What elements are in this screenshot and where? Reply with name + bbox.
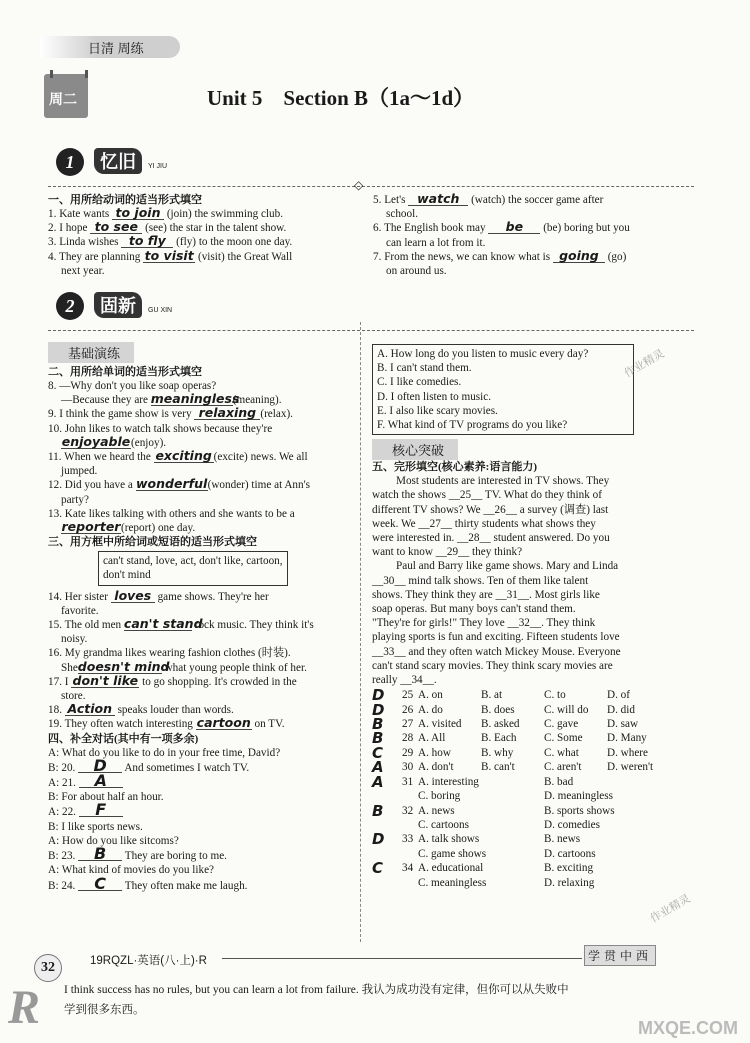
mc-number: 28 (402, 732, 414, 745)
mc-option: D. Many (607, 732, 647, 745)
answer: enjoyable (61, 433, 131, 449)
answer: to join (112, 207, 164, 220)
mc-option: C. to (544, 689, 566, 702)
section-pinyin: YI JIU (148, 163, 168, 170)
mc-row (372, 789, 670, 803)
mc-row (372, 775, 670, 789)
mc-option: C. boring (418, 790, 461, 803)
section-title: 忆旧 (94, 148, 142, 174)
mc-option: B. bad (544, 775, 574, 788)
mc-option: B. asked (481, 718, 520, 731)
mc-number: 26 (402, 703, 414, 716)
answer: loves (111, 590, 155, 603)
mc-number: 34 (402, 862, 414, 875)
mc-option: D. relaxing (544, 876, 595, 889)
answer: to see (90, 221, 142, 234)
part2-heading: 二、用所给单词的适当形式填空 (48, 366, 202, 378)
answer: A (79, 775, 123, 788)
answer: relaxing (194, 407, 260, 420)
mc-option: B. exciting (544, 862, 594, 875)
mc-option: A. visited (418, 718, 462, 731)
divider (48, 330, 694, 331)
mc-row (372, 847, 670, 861)
part1-right: 5. Let's watch (watch) the soccer game after school. 6. The English book may be (be) boring but you can learn a lot from it. 7. From the news, we can know what is going (go) on around us. (373, 191, 630, 278)
options-box (372, 344, 634, 435)
mc-row (372, 746, 670, 760)
mc-option: A. talk shows (418, 833, 480, 846)
site-watermark: MXQE.COM (638, 1018, 739, 1038)
answer: reporter (61, 519, 121, 535)
watermark: 作业精灵 (648, 892, 693, 926)
answer: to visit (144, 247, 194, 263)
passage: Most students are interested in TV shows. They watch the shows __25__ TV. What do they think of different TV shows? We __26__ a survey (调查) last week. We __27__ thirty students what shows they were interested in. __28__ student answered. Do you want to know __29__ they think? Paul and Barry like game shows. Mary and Linda __30__ mind talk shows. Ten of them like talent shows. They think they are __31__. Most girls like soap operas. But many boys can't stand them. "They're for girls!" They love __32__. They think playing sports is fun and exciting. Fifteen students love __33__ and they often watch Mickey Mouse. Everyone can't stand scary movies. They think scary movies are really __34__. (372, 475, 621, 687)
mc-number: 27 (402, 718, 414, 731)
mc-option: C. meaningless (418, 876, 487, 889)
calendar-icon (50, 70, 88, 78)
hexin-label: 核心突破 (372, 439, 458, 460)
mc-number: 31 (402, 775, 414, 788)
section-num: 2 (56, 292, 84, 320)
day-badge-label: 周二 (49, 93, 77, 108)
mc-row (372, 832, 670, 846)
mc-option: D. of (607, 689, 630, 702)
mc-row (372, 818, 670, 832)
answer: watch (408, 193, 468, 206)
answer: exciting (155, 448, 212, 464)
right-column (372, 344, 682, 890)
mc-option: D. saw (607, 718, 639, 731)
mc-option: A. on (418, 689, 443, 702)
part4-heading: 四、补全对话(其中有一项多余) (48, 732, 199, 745)
answer: cartoon (196, 715, 251, 731)
answer: Action (65, 703, 115, 716)
mc-option: A. interesting (418, 775, 479, 788)
answer: F (79, 804, 123, 817)
mc-answer: A (372, 758, 384, 777)
book-code: 19RQZL·英语(八·上)·R (90, 955, 207, 967)
mc-options (372, 688, 670, 890)
header-tab (40, 36, 180, 58)
mc-row (372, 760, 670, 774)
mc-option: D. comedies (544, 818, 600, 831)
left-column: 基础演练 二、用所给单词的适当形式填空 8. —Why don't you like soap operas? —Because they are meaningless(meaning). 9. I think the game show is very relaxing (relax). 10. John likes to watch talk shows because they're enjoyable(enjoy). 11. When we heard the exciting (excite) news. We all jumped. 12. Did you have a wonderful(wonder) time at Ann's party? 13. Kate likes talking with others and she wants to be a reporter(report) one day. 三、用方框中所给词或短语的适当形式填空 can't stand, love, act, don't like, cartoon, don't mind 14. Her sister loves game shows. They're her favorite. 15. The old men can't stand rock music. They think it's noisy. 16. My grandma likes wearing fashion clothes (时装). Shedoesn't mind what young people think of her. 17. I don't like to go shopping. It's crowded in the store. 18. Action speaks louder than words. 19. They often watch interesting cartoon on TV. 四、补全对话(其中有一项多余) A: What do you like to do in your free time, David? B: 20. D And sometimes I watch TV. A: 21. A B: For about half an hour. A: 22. F B: I like sports news. A: How do you like sitcoms? B: 23. B They are boring to me. A: What kind of movies do you like? B: 24. C They often make me laugh. (48, 342, 353, 893)
mc-number: 32 (402, 804, 414, 817)
mc-row (372, 717, 670, 731)
section-yijiu (56, 148, 167, 176)
mc-row (372, 804, 670, 818)
mc-option: B. can't (481, 761, 515, 774)
mc-option: C. gave (544, 718, 579, 731)
logo-r: R (8, 981, 41, 1034)
mc-option: A. educational (418, 862, 484, 875)
mc-row (372, 688, 670, 702)
mc-answer: D (372, 830, 385, 849)
mc-number: 25 (402, 689, 414, 702)
answer: meaningless (150, 391, 240, 407)
mc-option: D. weren't (607, 761, 654, 774)
option: D. I often listen to music. (377, 390, 492, 403)
answer: doesn't mind (77, 658, 170, 674)
answer: wonderful (136, 476, 208, 492)
section-title: 固新 (94, 292, 142, 318)
mc-row (372, 876, 670, 890)
mc-option: D. where (607, 746, 649, 759)
mc-number: 33 (402, 833, 414, 846)
mc-option: B. news (544, 833, 581, 846)
mc-option: C. what (544, 746, 579, 759)
divider (48, 186, 694, 187)
mc-option: B. does (481, 703, 515, 716)
mc-option: C. game shows (418, 847, 487, 860)
answer: going (553, 250, 605, 263)
word-box: can't stand, love, act, don't like, cartoon, don't mind (98, 551, 288, 585)
option: A. How long do you listen to music every day? (377, 348, 589, 360)
mc-option: B. sports shows (544, 804, 615, 817)
mc-answer: D (372, 686, 385, 705)
mc-option: C. Some (544, 732, 583, 745)
mc-answer: B (372, 715, 384, 734)
spacer (372, 876, 418, 890)
unit-title: Unit 5 Section B（1a～1d） (207, 86, 475, 110)
mc-answer: C (372, 859, 384, 878)
part5-heading: 五、完形填空(核心素养:语言能力) (372, 461, 537, 474)
header-tab-label: 日清 周练 (88, 41, 144, 56)
mc-option: A. how (418, 746, 451, 759)
mc-option: B. at (481, 689, 503, 702)
option: F. What kind of TV programs do you like? (377, 419, 568, 432)
mc-row (372, 703, 670, 717)
part1-heading: 一、用所给动词的适当形式填空 (48, 194, 202, 206)
mc-option: A. All (418, 732, 446, 745)
mc-answer: B (372, 729, 384, 748)
answer: can't stand (123, 616, 203, 632)
watermark: 作业精灵 (622, 347, 667, 381)
mc-row (372, 731, 670, 745)
option: C. I like comedies. (377, 376, 462, 389)
answer: D (78, 760, 122, 773)
chevron-icon: ◇ (354, 178, 364, 192)
answer: don't like (72, 672, 139, 688)
mc-number: 30 (402, 761, 414, 774)
mc-option: D. cartoons (544, 847, 596, 860)
mc-number: 29 (402, 746, 414, 759)
mc-option: C. will do (544, 703, 589, 716)
day-badge (44, 74, 88, 118)
mc-option: D. meaningless (544, 790, 613, 803)
column-divider (360, 322, 362, 942)
part3-heading: 三、用方框中所给词或短语的适当形式填空 (48, 536, 257, 549)
mc-answer: D (372, 700, 385, 719)
section-pinyin: GU XIN (148, 307, 173, 314)
mc-row (372, 861, 670, 875)
mc-option: B. why (481, 746, 514, 759)
jichu-label: 基础演练 (48, 342, 134, 363)
answer: C (78, 878, 122, 891)
footer-quote: I think success has no rules, but you can learn a lot from failure. 我认为成功没有定律，但你可以从失败中 学到很多东西。 (64, 984, 569, 1016)
footer-rule (222, 958, 582, 959)
mc-option: A. news (418, 804, 455, 817)
mc-option: B. Each (481, 732, 517, 745)
answer: to fly (121, 235, 173, 248)
section-guxin (56, 292, 172, 320)
mc-option: A. do (418, 703, 443, 716)
part1-left: 一、用所给动词的适当形式填空 1. Kate wants to join (join) the swimming club. 2. I hope to see (see) the star in the talent show. 3. Linda wishes to fly (fly) to the moon one day. 4. They are planning to visit (visit) the Great Wall next year. (48, 193, 353, 278)
footer-stamp: 学贯中西 (584, 945, 656, 966)
mc-option: C. cartoons (418, 818, 469, 831)
page-number: 32 (34, 954, 62, 982)
mc-option: D. did (607, 703, 635, 716)
mc-answer: C (372, 743, 384, 762)
mc-option: A. don't (418, 761, 454, 774)
section-num: 1 (56, 148, 84, 176)
answer: B (78, 848, 122, 861)
answer: be (488, 221, 540, 234)
mc-option: C. aren't (544, 761, 582, 774)
option: E. I also like scary movies. (377, 404, 498, 417)
mc-answer: A (372, 772, 384, 791)
option: B. I can't stand them. (377, 362, 472, 375)
mc-answer: B (372, 801, 384, 820)
